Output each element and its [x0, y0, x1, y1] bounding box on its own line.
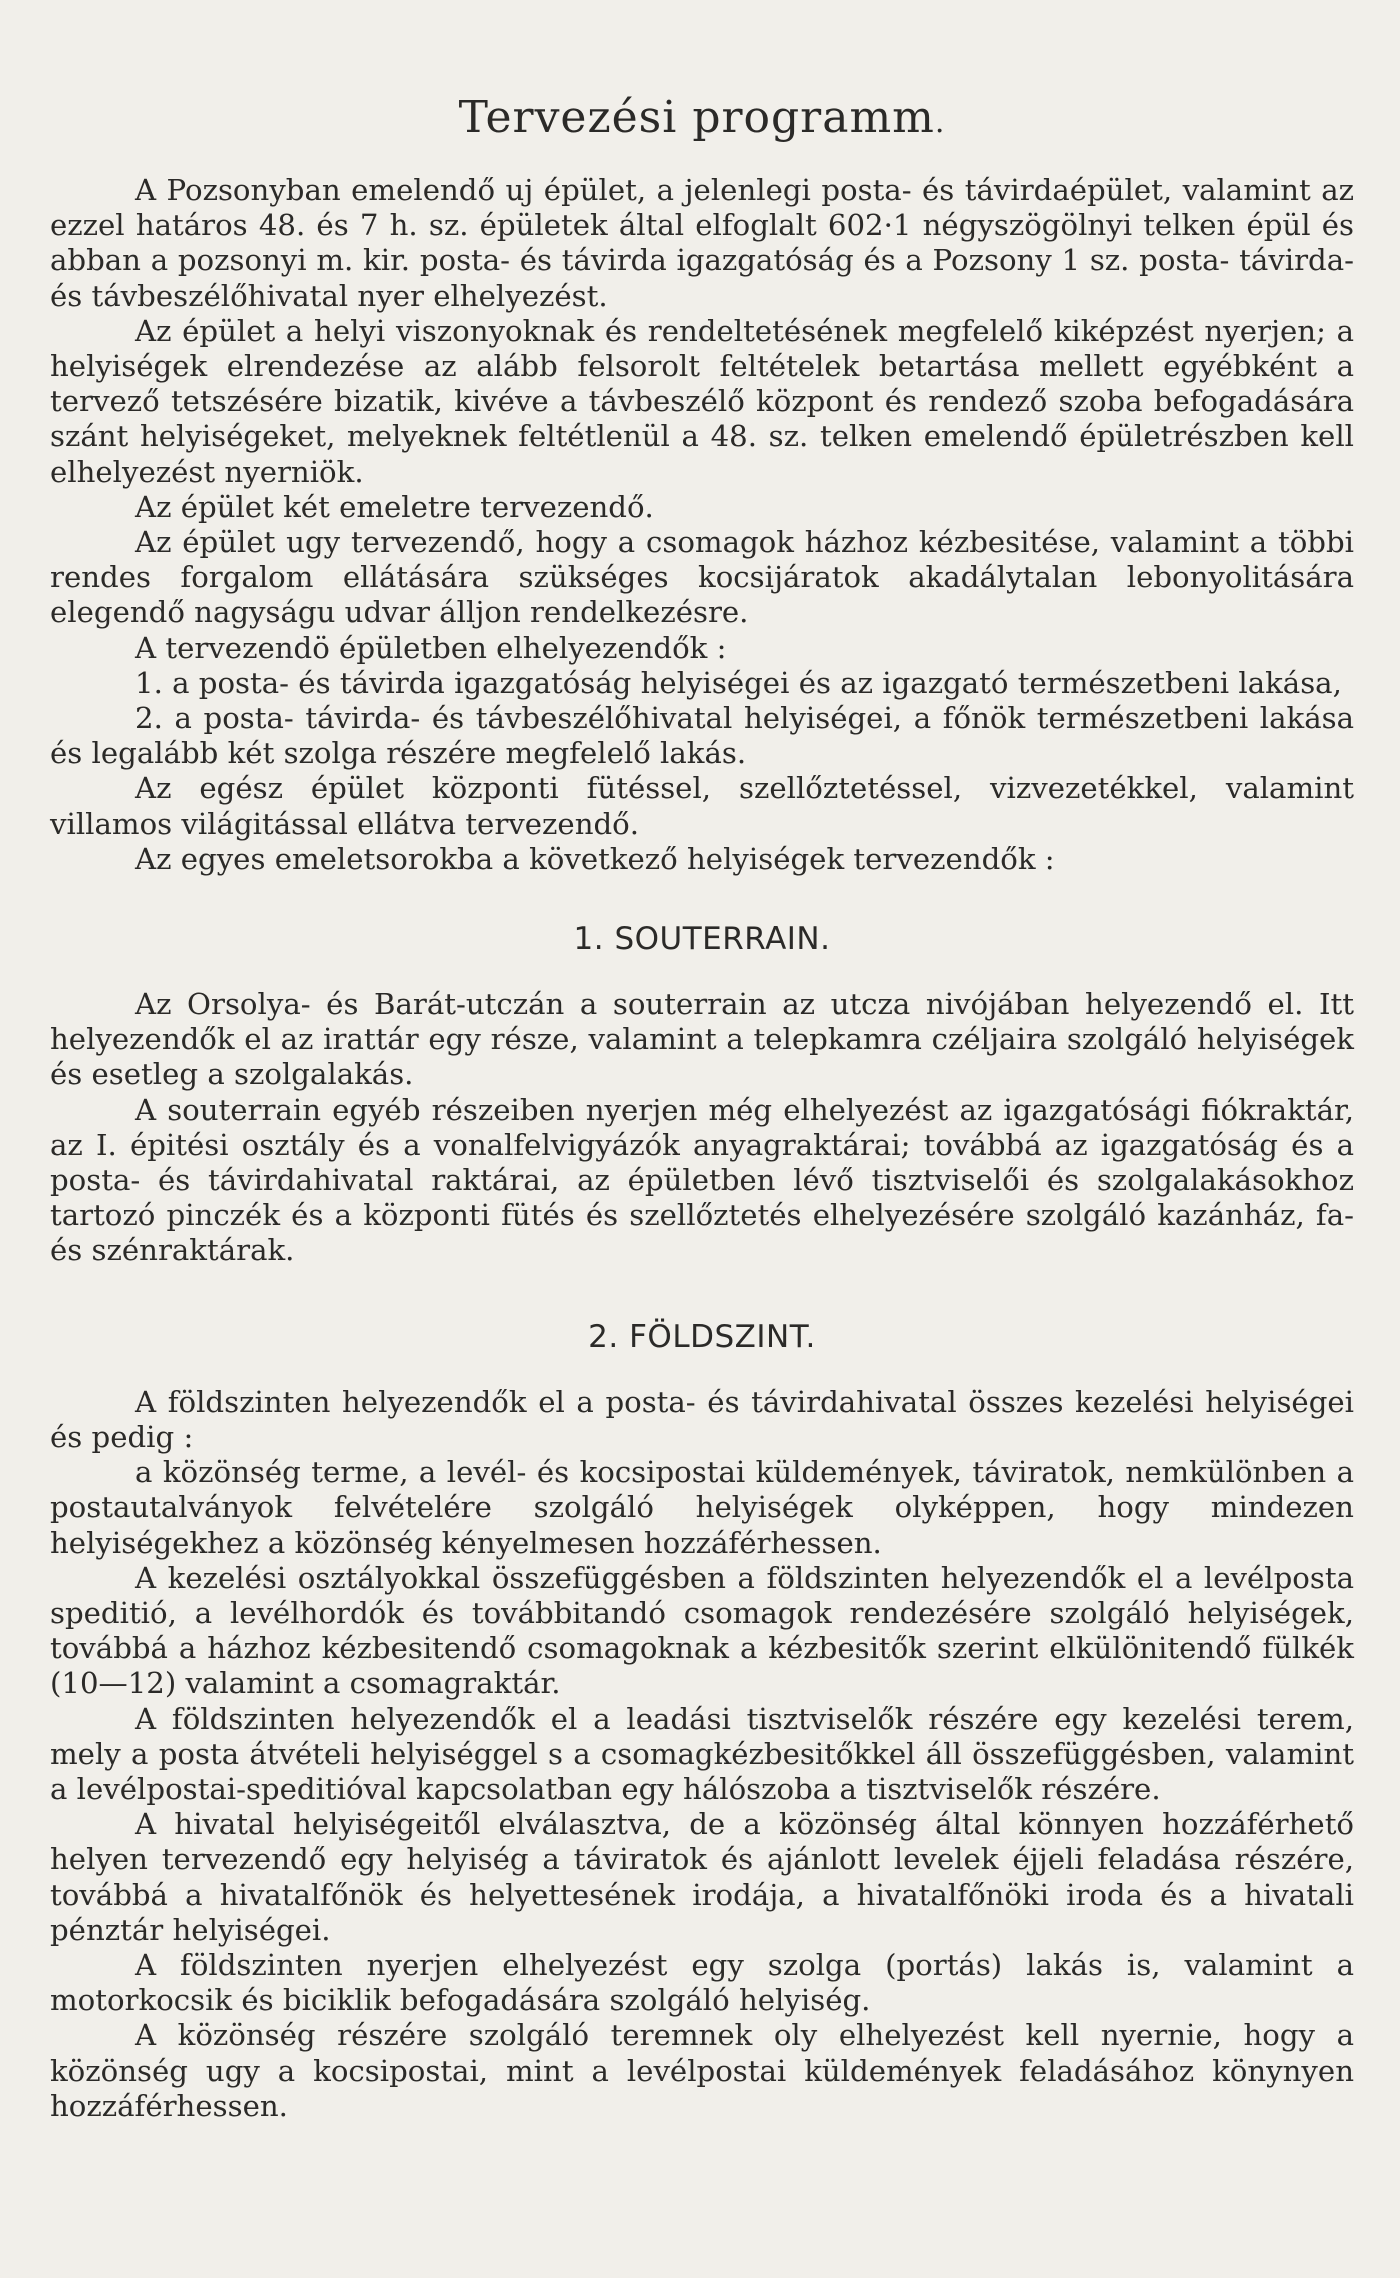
title-dot: .	[934, 105, 946, 140]
intro-paragraph: A tervezendö épületben elhelyezendők :	[135, 630, 727, 665]
intro-paragraph: A Pozsonyban emelendő uj épület, a jelenlegi posta- és távirdaépület, valamint az ezzel határos 48. és 7 h. sz. épületek által elfoglalt 602·1 négyszögölnyi telken épül és abban a pozsonyi m. kir. posta- és távirda igazgatóság és a Pozsony 1 sz. posta- távirda- és távbeszélőhivatal nyer elhelyezést.	[50, 173, 1354, 313]
section-paragraph: Az Orsolya- és Barát-utczán a souterrain az utcza nivójában helyezendő el. Itt helyezendők el az irattár egy része, valamint a telepkamra czéljaira szolgáló helyiségek és esetleg a szolgalakás.	[50, 987, 1354, 1092]
intro-paragraph: Az egész épület központi fütéssel, szellőztetéssel, vizvezetékkel, valamint villamos világitással ellátva tervezendő.	[50, 771, 1354, 841]
section-paragraph: a közönség terme, a levél- és kocsipostai küldemények, táviratok, nemkülönben a postautalványok felvételére szolgáló helyiségek olyképpen, hogy mindezen helyiségekhez a közönség kényelmesen hozzáférhessen.	[50, 1455, 1354, 1560]
section-paragraph: A souterrain egyéb részeiben nyerjen még elhelyezést az igazgatósági fiókraktár, az I. épitési osztály és a vonalfelvigyázók anyagraktárai; továbbá az igazgatóság és a posta- és távirdahivatal raktárai, az épületben lévő tisztviselői és szolgalakásokhoz tartozó pinczék és a központi fütés és szellőztetés elhelyezésére szolgáló kazánház, fa- és szénraktárak.	[50, 1092, 1354, 1268]
title-text: Tervezési programm	[458, 92, 935, 143]
intro-section	[50, 173, 1354, 877]
section-paragraph: A földszinten helyezendők el a posta- és távirdahivatal összes kezelési helyiségei és pedig :	[50, 1384, 1354, 1454]
section-heading-souterrain: 1. SOUTERRAIN.	[573, 921, 831, 958]
section-paragraph: A közönség részére szolgáló teremnek oly elhelyezést kell nyernie, hogy a közönség ugy a kocsipostai, mint a levélpostai küldemények feladásához könynyen hozzáférhessen.	[50, 2018, 1354, 2123]
intro-paragraph: Az épület két emeletre tervezendő.	[135, 489, 654, 524]
intro-paragraph: Az egyes emeletsorokba a következő helyiségek tervezendők :	[135, 841, 1055, 876]
intro-list-item: 1. a posta- és távirda igazgatóság helyiségei és az igazgató természetbeni lakása,	[135, 665, 1342, 700]
section-souterrain	[50, 987, 1354, 1269]
intro-paragraph: Az épület ugy tervezendő, hogy a csomagok házhoz kézbesitése, valamint a többi rendes forgalom ellátására szükséges kocsijáratok akadálytalan lebonyolitására elegendő nagyságu udvar álljon rendelkezésre.	[50, 525, 1354, 630]
section-paragraph: A földszinten helyezendők el a leadási tisztviselők részére egy kezelési terem, mely a posta átvételi helyiséggel s a csomagkézbesitőkkel áll összefüggésben, valamint a levélpostai-speditióval kapcsolatban egy hálószoba a tisztviselők részére.	[50, 1701, 1354, 1806]
intro-paragraph: Az épület a helyi viszonyoknak és rendeltetésének megfelelő kiképzést nyerjen; a helyiségek elrendezése az alább felsorolt feltételek betartása mellett egyébként a tervező tetszésére bizatik, kivéve a távbeszélő központ és rendező szoba befogadására szánt helyiségeket, melyeknek feltétlenül a 48. sz. telken emelendő épületrészben kell elhelyezést nyerniök.	[50, 313, 1354, 489]
section-paragraph: A földszinten nyerjen elhelyezést egy szolga (portás) lakás is, valamint a motorkocsik és biciklik befogadására szolgáló helyiség.	[50, 1947, 1354, 2018]
intro-list-item: 2. a posta- távirda- és távbeszélőhivatal helyiségei, a főnök természetbeni lakása és legalább két szolga részére megfelelő lakás.	[50, 701, 1354, 771]
section-heading-foldszint: 2. FÖLDSZINT.	[588, 1318, 816, 1355]
document-title	[50, 92, 1354, 143]
section-paragraph: A kezelési osztályokkal összefüggésben a földszinten helyezendők el a levélposta speditió, a levélhordók és továbbitandó csomagok rendezésére szolgáló helyiségek, továbbá a házhoz kézbesitendő csomagoknak a kézbesitők szerint elkülönitendő fülkék (10—12) valamint a csomagraktár.	[50, 1560, 1354, 1701]
section-paragraph: A hivatal helyiségeitől elválasztva, de a közönség által könnyen hozzáférhető helyen tervezendő egy helyiség a táviratok és ajánlott levelek éjjeli feladása részére, továbbá a hivatalfőnök és helyettesének irodája, a hivatalfőnöki iroda és a hivatali pénztár helyiségei.	[50, 1807, 1354, 1947]
section-foldszint	[50, 1385, 1354, 2124]
